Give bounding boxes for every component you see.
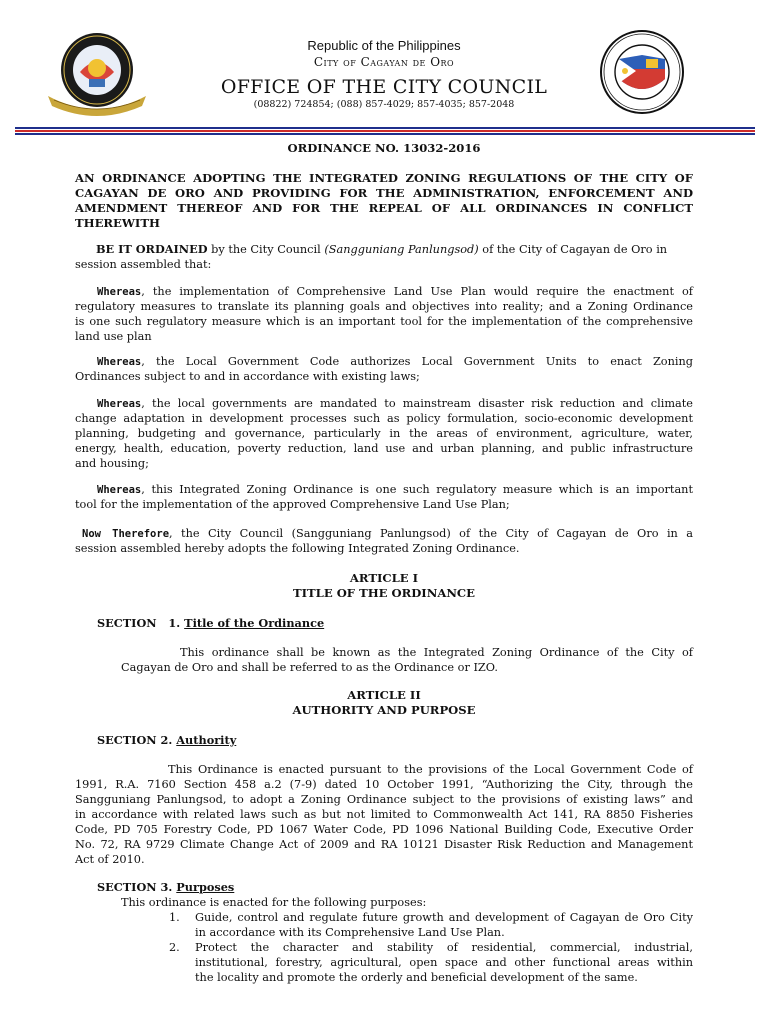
- city-heading: City of Cagayan de Oro: [313, 55, 455, 69]
- purpose-2-number: 2.: [169, 941, 180, 954]
- ordinance-title-line-3: AMENDMENT THEREOF AND FOR THE REPEAL OF ALL ORDINANCES IN CONFLICT: [75, 201, 693, 215]
- section-1-body-line-1: This ordinance shall be known as the Integrated Zoning Ordinance of the City of: [180, 646, 693, 659]
- phone-numbers: (08822) 724854; (088) 857-4029; 857-4035; 857-2048: [253, 99, 515, 110]
- whereas-1-line-3: is one such regulatory measure which is an important tool for the implementation of the comprehensive: [75, 315, 693, 328]
- section-1-title: Title of the Ordinance: [184, 616, 325, 630]
- section-1-body-line-2: Cagayan de Oro and shall be referred to as the Ordinance or IZO.: [121, 661, 498, 674]
- ordained-line-2: session assembled that:: [75, 258, 212, 271]
- whereas-1-line-2: regulatory measures to translate its planning goals and objectives into reality; and a Zoning Ordinance: [75, 300, 693, 313]
- section-3-intro: This ordinance is enacted for the following purposes:: [121, 896, 427, 909]
- now-therefore-text: , the City Council (Sangguniang Panlungsod) of the City of Cagayan de Oro in a: [169, 527, 694, 540]
- whereas-4-line-1: [97, 483, 693, 498]
- ordinance-title-line-4: THEREWITH: [75, 216, 160, 230]
- whereas-3-line-5: and housing;: [75, 457, 149, 470]
- section-2-body-line-2: 1991, R.A. 7160 Section 458 a.2 (7-9) dated 10 October 1991, “Authorizing the City, through the: [75, 778, 693, 791]
- purpose-1-number: 1.: [169, 911, 180, 924]
- whereas-2-line-1: [97, 355, 693, 370]
- section-2-body-line-5: Code, PD 705 Forestry Code, PD 1067 Water Code, PD 1096 National Building Code, Executive Order: [75, 823, 693, 836]
- whereas-4-line-2: tool for the implementation of the approved Comprehensive Land Use Plan;: [75, 498, 510, 511]
- section-3-label: SECTION 3.: [97, 880, 177, 894]
- ordinance-title-line-1: AN ORDINANCE ADOPTING THE INTEGRATED ZONING REGULATIONS OF THE CITY OF: [75, 171, 693, 185]
- whereas-3-line-2: change adaptation in development processes such as policy formulation, socio-economic development: [75, 412, 693, 425]
- ordained-italic: (Sangguniang Panlungsod): [324, 243, 479, 256]
- purpose-1-line-1: Guide, control and regulate future growth and development of Cagayan de Oro City: [195, 911, 693, 924]
- whereas-label: Whereas: [97, 356, 142, 368]
- whereas-3-line-4: energy, health, education, poverty reduction, land use and urban planning, and public infrastructure: [75, 442, 693, 455]
- whereas-1-text: , the implementation of Comprehensive Land Use Plan would require the enactment of: [141, 285, 693, 298]
- article-1-number: ARTICLE I: [349, 571, 419, 585]
- whereas-2-line-2: Ordinances subject to and in accordance with existing laws;: [75, 370, 420, 383]
- section-2-label: SECTION 2.: [97, 733, 177, 747]
- purpose-2-line-2: institutional, forestry, agricultural, open space and other functional areas within: [195, 956, 693, 969]
- whereas-label: Whereas: [97, 398, 142, 410]
- ordained-lead: BE IT ORDAINED: [96, 242, 208, 256]
- republic-heading: Republic of the Philippines: [307, 38, 461, 53]
- article-2-title: AUTHORITY AND PURPOSE: [292, 703, 476, 717]
- whereas-1-line-1: [97, 285, 693, 300]
- now-therefore-label: Now Therefore: [82, 528, 170, 540]
- office-heading: OFFICE OF THE CITY COUNCIL: [220, 76, 548, 98]
- section-2-body-line-4: in accordance with related laws such as but not limited to Commonwealth Act 141, RA 8850 Fisheries: [75, 808, 693, 821]
- section-2-title: Authority: [176, 733, 237, 747]
- section-2-heading: [97, 734, 236, 748]
- article-1-title: TITLE OF THE ORDINANCE: [293, 586, 475, 600]
- ordained-mid: by the City Council: [207, 243, 325, 256]
- header-rule-blue: [15, 127, 755, 129]
- purpose-1-line-2: in accordance with its Comprehensive Land Use Plan.: [195, 926, 505, 939]
- whereas-2-text: , the Local Government Code authorizes Local Government Units to enact Zoning: [141, 355, 693, 368]
- header-rule-blue-2: [15, 133, 755, 135]
- section-2-body-line-3: Sangguniang Panlungsod, to adopt a Zoning Ordinance subject to the provisions of existing laws” and: [75, 793, 693, 806]
- whereas-label: Whereas: [97, 484, 142, 496]
- purpose-2-line-3: the locality and promote the orderly and beneficial development of the same.: [195, 971, 638, 984]
- section-3-heading: [97, 881, 234, 895]
- whereas-1-line-4: land use plan: [75, 330, 152, 343]
- ordinance-title-line-2: CAGAYAN DE ORO AND PROVIDING FOR THE ADMINISTRATION, ENFORCEMENT AND: [75, 186, 693, 200]
- section-3-title: Purposes: [176, 880, 235, 894]
- now-therefore-line-2: session assembled hereby adopts the following Integrated Zoning Ordinance.: [75, 542, 520, 555]
- whereas-label: Whereas: [97, 286, 142, 298]
- whereas-3-text: , the local governments are mandated to mainstream disaster risk reduction and climate: [141, 397, 693, 410]
- ordained-line-1: [96, 243, 693, 257]
- section-2-body-line-7: Act of 2010.: [75, 853, 145, 866]
- ordained-tail: of the City of Cagayan de Oro in: [478, 243, 668, 256]
- whereas-3-line-1: [97, 397, 693, 412]
- section-1-heading: [97, 617, 324, 631]
- section-1-label: SECTION 1.: [97, 616, 185, 630]
- section-2-body-line-6: No. 72, RA 9729 Climate Change Act of 2009 and RA 10121 Disaster Risk Reduction and Management: [75, 838, 693, 851]
- whereas-4-text: , this Integrated Zoning Ordinance is one such regulatory measure which is an important: [141, 483, 693, 496]
- header-rule-red: [15, 130, 755, 132]
- section-2-body-line-1: This Ordinance is enacted pursuant to the provisions of the Local Government Code of: [168, 763, 693, 776]
- article-2-number: ARTICLE II: [347, 688, 421, 702]
- purpose-2-line-1: Protect the character and stability of residential, commercial, industrial,: [195, 941, 693, 954]
- whereas-3-line-3: planning, budgeting and governance, particularly in the areas of environment, agriculture, water,: [75, 427, 693, 440]
- ordinance-number: ORDINANCE NO. 13032-2016: [287, 141, 481, 155]
- now-therefore-line-1: [82, 527, 693, 542]
